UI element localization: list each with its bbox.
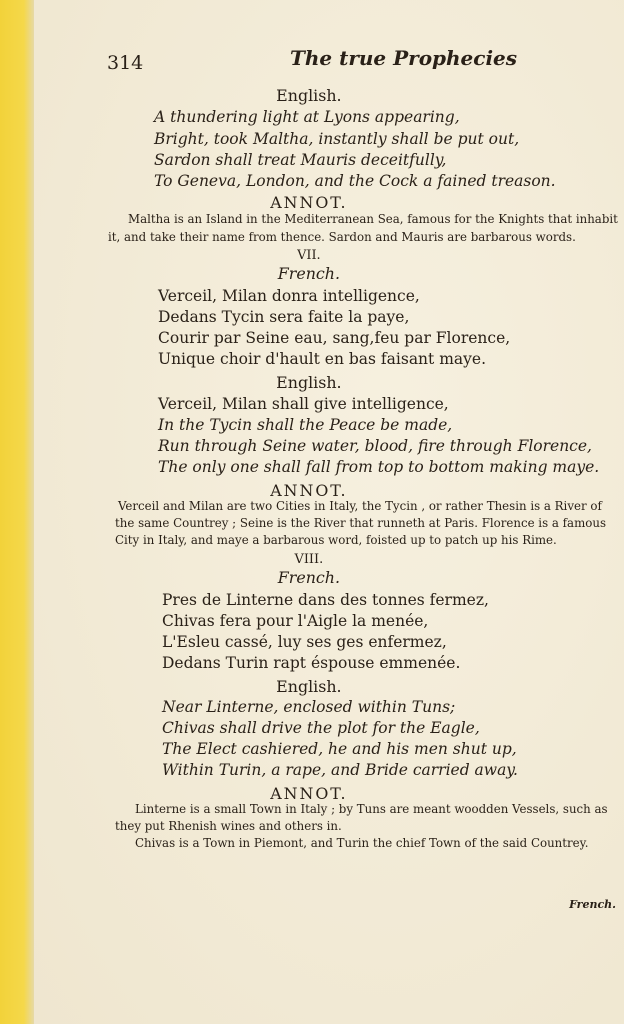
- verse-line: A thundering light at Lyons appearing,: [154, 108, 460, 126]
- verse-line: Bright, took Maltha, instantly shall be put out,: [154, 130, 520, 148]
- stanza-numeral: VIII.: [294, 552, 324, 567]
- verse-line: The only one shall fall from top to bottom making maye.: [158, 458, 600, 476]
- verse-line: Within Turin, a rape, and Bride carried away.: [162, 761, 518, 779]
- annotation-line: Chivas is a Town in Piemont, and Turin the chief Town of the said Countrey.: [135, 836, 589, 850]
- french-heading: French.: [277, 568, 341, 587]
- english-heading: English.: [276, 373, 342, 392]
- catchword: French.: [569, 898, 616, 911]
- verse-line: Pres de Linterne dans des tonnes fermez,: [162, 591, 489, 609]
- stanza-numeral: VII.: [297, 248, 321, 263]
- verse-line: In the Tycin shall the Peace be made,: [158, 416, 453, 434]
- verse-line: Verceil, Milan shall give intelligence,: [158, 395, 449, 413]
- english-heading: English.: [276, 677, 342, 696]
- verse-line: Sardon shall treat Mauris deceitfully,: [154, 151, 447, 169]
- annotation-line: it, and take their name from thence. Sardon and Mauris are barbarous words.: [108, 230, 576, 244]
- verse-line: The Elect cashiered, he and his men shut up,: [162, 740, 517, 758]
- annot-heading: ANNOT.: [270, 193, 348, 212]
- annotation-line: they put Rhenish wines and others in.: [115, 819, 342, 833]
- verse-line: Dedans Turin rapt éspouse emmenée.: [162, 654, 461, 672]
- annotation-line: the same Countrey ; Seine is the River that runneth at Paris. Florence is a famous: [115, 516, 607, 530]
- verse-line: Dedans Tycin sera faite la paye,: [158, 308, 410, 326]
- verse-line: Courir par Seine eau, sang,feu par Florence,: [158, 329, 511, 347]
- annotation-line: Maltha is an Island in the Mediterranean Sea, famous for the Knights that inhabit: [128, 212, 618, 226]
- annotation-line: Linterne is a small Town in Italy ; by Tuns are meant woodden Vessels, such as: [135, 802, 608, 816]
- running-head: The true Prophecies: [290, 46, 518, 70]
- verse-line: Unique choir d'hault en bas faisant maye.: [158, 350, 486, 368]
- verse-line: Near Linterne, enclosed within Tuns;: [162, 698, 456, 716]
- yellow-page-edge: [0, 0, 34, 1024]
- page-number: 314: [107, 52, 144, 74]
- verse-line: To Geneva, London, and the Cock a fained treason.: [154, 172, 556, 190]
- verse-line: Verceil, Milan donra intelligence,: [158, 287, 420, 305]
- verse-line: Chivas fera pour l'Aigle la menée,: [162, 612, 429, 630]
- verse-line: L'Esleu cassé, luy ses ges enfermez,: [162, 633, 447, 651]
- annot-heading: ANNOT.: [270, 481, 348, 500]
- annot-heading: ANNOT.: [270, 784, 348, 803]
- annotation-line: City in Italy, and maye a barbarous word, foisted up to patch up his Rime.: [115, 533, 557, 547]
- french-heading: French.: [277, 264, 341, 283]
- verse-line: Run through Seine water, blood, fire through Florence,: [158, 437, 592, 455]
- english-heading: English.: [276, 86, 342, 105]
- verse-line: Chivas shall drive the plot for the Eagle,: [162, 719, 480, 737]
- annotation-line: Verceil and Milan are two Cities in Italy, the Tycin , or rather Thesin is a River of: [118, 499, 602, 513]
